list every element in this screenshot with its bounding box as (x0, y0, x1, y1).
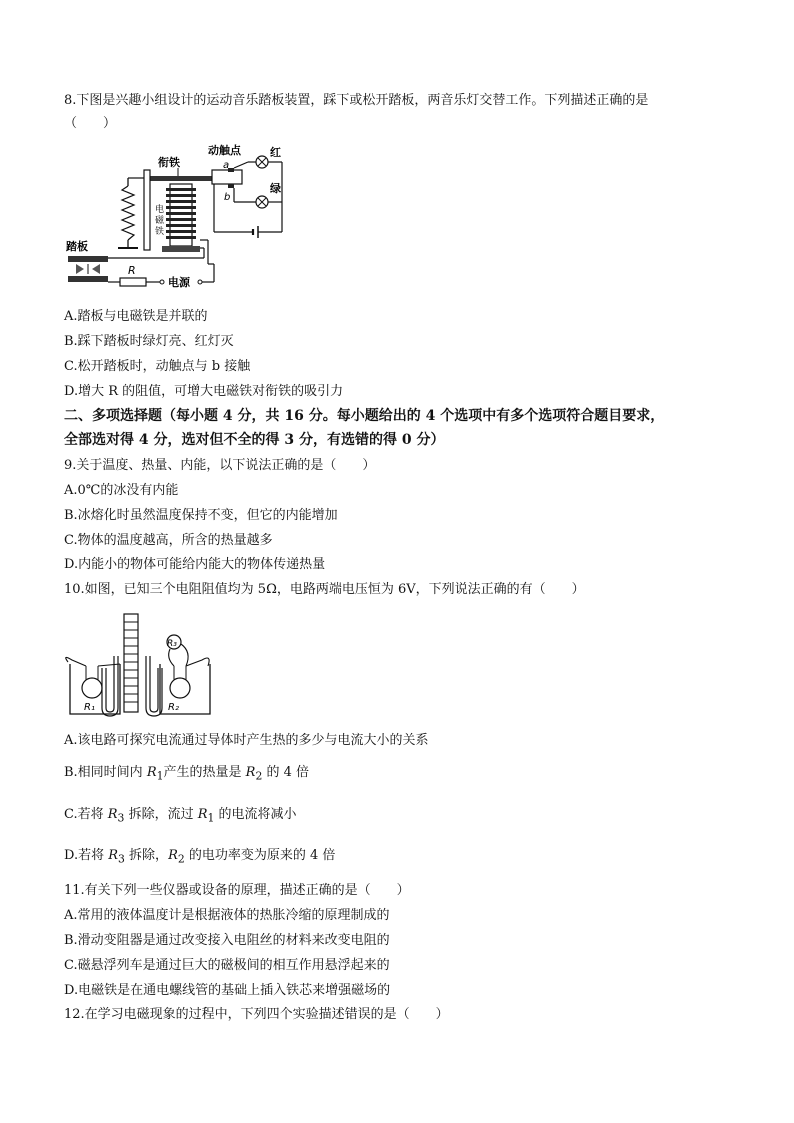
r1-label: R₁ (84, 702, 95, 713)
electromagnet-label-1: 电 (155, 205, 165, 215)
q8-option-b: B.踩下踏板时绿灯亮、红灯灭 (64, 334, 234, 349)
armature-label: 衔铁 (158, 156, 180, 169)
q10-option-d-var-2: R (168, 848, 178, 863)
q11-option-b: B.滑动变阻器是通过改变接入电阻丝的材料来改变电阻的 (64, 933, 390, 948)
q10-option-c-sub-1: 3 (117, 811, 125, 825)
q11-stem: 11.有关下列一些仪器或设备的原理，描述正确的是（ ） (64, 883, 410, 898)
q11-option-a: A.常用的液体温度计是根据液体的热胀冷缩的原理制成的 (64, 908, 390, 923)
q10-option-d-sub-2: 2 (177, 852, 185, 866)
q11-option-c: C.磁悬浮列车是通过巨大的磁极间的相互作用悬浮起来的 (64, 958, 390, 973)
q9-option-a: A.0℃的冰没有内能 (64, 483, 179, 498)
q10-option-d-text-2: 拆除， (124, 848, 169, 863)
resistor-r-label: R (128, 264, 136, 277)
green-lamp-label: 绿 (270, 182, 281, 195)
section-heading-line2: 全部选对得 4 分，选对但不全的得 3 分，有选错的得 0 分） (64, 432, 445, 448)
section-heading-line1: 二、多项选择题（每小题 4 分，共 16 分。每小题给出的 4 个选项中有多个选项符合题目要求， (64, 408, 665, 424)
q10-option-b-text-1: B.相同时间内 (64, 765, 147, 780)
q10-option-b-var-1: R (146, 765, 157, 780)
q10-option-c-text-1: C.若将 (64, 807, 108, 822)
q10-option-d-text-1: D.若将 (64, 848, 109, 863)
q10-option-d (64, 847, 335, 869)
r3-label: R₃ (167, 639, 177, 649)
contact-b-label: b (224, 192, 231, 203)
pedal-label: 踏板 (66, 240, 88, 253)
q10-option-c (64, 806, 297, 828)
q9-option-b: B.冰熔化时虽然温度保持不变，但它的内能增加 (64, 508, 338, 523)
q10-option-d-var-1: R (108, 848, 119, 863)
electromagnet-label-3: 铁 (155, 227, 165, 237)
q10-option-c-text-2: 拆除，流过 (124, 807, 198, 822)
q10-option-b-sub-2: 2 (255, 769, 263, 783)
q10-option-a: A.该电路可探究电流通过导体时产生热的多少与电流大小的关系 (64, 733, 429, 748)
q10-option-b-text-3: 的 4 倍 (262, 765, 310, 780)
q10-option-c-text-3: 的电流将减小 (214, 807, 297, 822)
q10-option-c-var-1: R (107, 807, 118, 822)
q10-stem: 10.如图，已知三个电阻阻值均为 5Ω，电路两端电压恒为 6V，下列说法正确的有（ ） (64, 582, 585, 597)
q10-option-c-var-2: R (197, 807, 208, 822)
contact-a-label: a (223, 160, 230, 171)
q11-option-d: D.电磁铁是在通电螺线管的基础上插入铁芯来增强磁场的 (64, 983, 391, 998)
q8-stem: 8.下图是兴趣小组设计的运动音乐踏板装置，踩下或松开踏板，两音乐灯交替工作。下列描述正确的是 (64, 93, 649, 108)
q10-option-b-text-2: 产生的热量是 (163, 765, 246, 780)
contact-label: 动触点 (208, 144, 241, 157)
q10-option-b (64, 764, 309, 786)
q9-stem: 9.关于温度、热量、内能，以下说法正确的是（ ） (64, 458, 376, 473)
q10-option-c-sub-2: 1 (207, 811, 215, 825)
q10-option-d-sub-1: 3 (118, 852, 125, 866)
q9-option-d: D.内能小的物体可能给内能大的物体传递热量 (64, 557, 326, 572)
q10-option-b-var-2: R (245, 765, 256, 780)
q8-option-d: D.增大 R 的阻值，可增大电磁铁对衔铁的吸引力 (64, 384, 344, 399)
q8-option-c: C.松开踏板时，动触点与 b 接触 (64, 359, 251, 374)
q8-figure (62, 140, 292, 300)
q10-option-b-sub-1: 1 (156, 769, 164, 783)
q8-option-a: A.踏板与电磁铁是并联的 (64, 309, 208, 324)
r2-label: R₂ (168, 702, 179, 713)
electromagnet-label-2: 磁 (155, 216, 165, 226)
q10-figure (62, 608, 222, 720)
q9-option-c: C.物体的温度越高，所含的热量越多 (64, 533, 273, 548)
q10-option-d-text-3: 的电功率变为原来的 4 倍 (184, 848, 336, 863)
red-lamp-label: 红 (270, 146, 281, 159)
q8-answer-paren: （ ） (64, 116, 117, 131)
power-label: 电源 (168, 276, 190, 289)
q12-stem: 12.在学习电磁现象的过程中，下列四个实验描述错误的是（ ） (64, 1007, 449, 1022)
